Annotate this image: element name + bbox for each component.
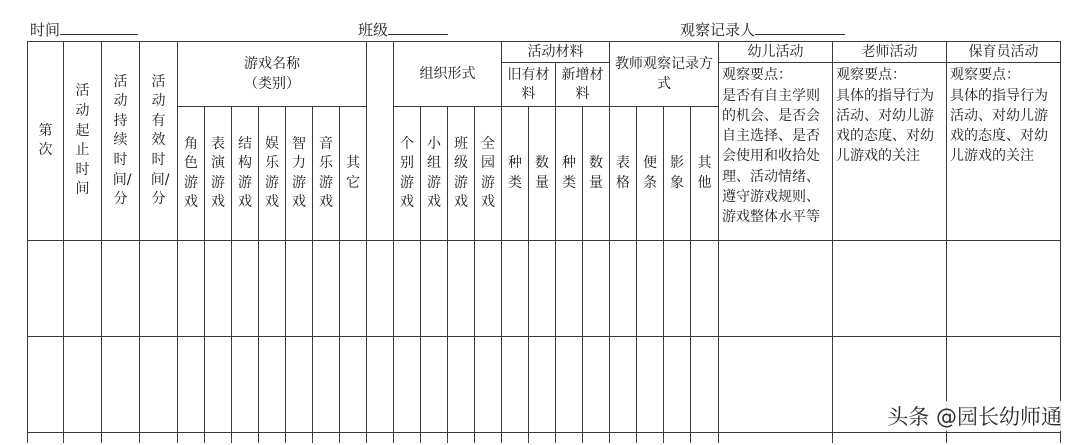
table-cell[interactable] [367,241,394,337]
table-cell[interactable] [610,241,637,337]
new-material-kind [556,107,583,241]
table-cell[interactable] [313,241,340,337]
table-cell[interactable] [448,337,475,433]
game-name-header [178,42,367,107]
table-cell[interactable] [475,337,502,433]
child-activity-points [719,63,833,241]
game-type-role [178,107,205,241]
table-cell[interactable] [664,337,691,433]
table-cell[interactable] [178,433,205,444]
table-cell[interactable] [583,433,610,444]
class-field [358,19,448,40]
observer-label: 观察记录人 [680,21,756,39]
table-row [28,241,1061,337]
class-blank[interactable] [388,20,448,35]
table-cell[interactable] [140,433,178,444]
material-title: 活动材料 [527,44,584,60]
org-type-label: 班级游戏 [453,135,468,211]
table-cell[interactable] [259,337,286,433]
table-cell[interactable] [28,337,64,433]
child-activity-title: 幼儿活动 [747,44,804,60]
col-start-end-header [64,42,102,241]
org-type-individual [394,107,421,241]
caregiver-points-label: 观察要点： [950,67,1020,84]
table-cell[interactable] [691,241,719,337]
record-type-label: 其他 [697,155,712,191]
table-cell[interactable] [102,337,140,433]
game-type-label: 其它 [345,155,360,191]
class-label: 班级 [358,21,389,39]
caregiver-points-text: 具体的指导行为活动、对幼儿游戏的态度、对幼儿游戏的关注 [950,87,1048,165]
form-header [0,0,1080,40]
table-cell[interactable] [64,337,102,433]
game-type-label: 娱乐游戏 [264,135,279,211]
time-blank[interactable] [60,20,138,35]
observation-table [27,41,1061,443]
game-name-subtitle: （类别） [244,76,300,93]
table-cell[interactable] [205,433,232,444]
table-cell[interactable] [556,241,583,337]
game-type-performance [205,107,232,241]
table-cell[interactable] [947,433,1061,444]
material-qty-label: 数量 [588,155,603,191]
watermark: 头条 @园长幼师通 [883,401,1066,431]
spacer-col-header [367,42,394,241]
org-type-group [421,107,448,241]
table-cell[interactable] [28,241,64,337]
table-cell[interactable] [719,337,833,433]
material-qty-label: 数量 [534,155,549,191]
table-cell[interactable] [205,241,232,337]
game-type-music [313,107,340,241]
game-type-construction [232,107,259,241]
table-cell[interactable] [719,433,833,444]
table-cell[interactable] [178,241,205,337]
table-cell[interactable] [637,241,664,337]
table-cell[interactable] [394,337,421,433]
table-cell[interactable] [421,433,448,444]
record-type-label: 表格 [615,155,630,191]
table-cell[interactable] [448,241,475,337]
table-cell[interactable] [583,337,610,433]
old-material-label: 旧有材料 [507,66,550,102]
table-cell[interactable] [340,433,367,444]
table-cell[interactable] [664,433,691,444]
table-cell[interactable] [475,433,502,444]
table-cell[interactable] [610,337,637,433]
table-cell[interactable] [502,337,529,433]
table-cell[interactable] [610,433,637,444]
table-cell[interactable] [529,241,556,337]
table-cell[interactable] [719,241,833,337]
table-cell[interactable] [637,433,664,444]
table-cell[interactable] [833,433,947,444]
table-cell[interactable] [286,337,313,433]
game-type-label: 结构游戏 [237,135,252,211]
table-cell[interactable] [502,241,529,337]
record-type-table [610,107,637,241]
table-cell[interactable] [833,241,947,337]
old-material-qty [529,107,556,241]
table-cell[interactable] [637,337,664,433]
org-type-label: 小组游戏 [426,135,441,211]
game-type-label: 智力游戏 [291,135,306,211]
game-type-label: 表演游戏 [210,135,225,211]
table-cell[interactable] [28,433,64,444]
table-cell[interactable] [232,433,259,444]
game-type-other [340,107,367,241]
col-start-end-label: 活动起止时间 [75,83,90,198]
table-cell[interactable] [205,337,232,433]
record-type-other [691,107,719,241]
material-kind-label: 种类 [507,155,522,191]
table-cell[interactable] [394,241,421,337]
table-cell[interactable] [367,433,394,444]
col-count-label: 第次 [38,122,53,159]
table-cell[interactable] [64,241,102,337]
material-header [502,42,610,63]
game-type-label: 角色游戏 [183,135,198,211]
table-cell[interactable] [140,241,178,337]
record-type-label: 便条 [642,155,657,191]
old-material-header [502,63,556,107]
table-cell[interactable] [448,433,475,444]
col-duration-header [102,42,140,241]
teacher-points-label: 观察要点： [836,67,906,84]
col-duration-label: 活动持续时间/分 [112,73,132,208]
caregiver-activity-header [947,42,1061,63]
org-type-class [448,107,475,241]
table-cell[interactable] [367,337,394,433]
col-effective-label: 活动有效时间/分 [150,73,170,208]
table-cell[interactable] [421,241,448,337]
org-type-label: 全园游戏 [480,135,495,211]
time-label: 时间 [30,21,61,39]
record-method-header [610,42,719,107]
material-kind-label: 种类 [561,155,576,191]
table-cell[interactable] [340,241,367,337]
table-cell[interactable] [259,241,286,337]
org-type-whole-school [475,107,502,241]
teacher-points-text: 具体的指导行为活动、对幼儿游戏的态度、对幼儿游戏的关注 [836,87,934,165]
game-type-entertainment [259,107,286,241]
caregiver-activity-title: 保育员活动 [968,44,1039,60]
org-form-title: 组织形式 [419,66,476,82]
game-name-title: 游戏名称 [244,55,300,72]
table-cell[interactable] [583,241,610,337]
table-cell[interactable] [664,241,691,337]
child-points-text: 是否有自主学则的机会、是否会自主选择、是否会使用和收拾处理、活动情绪、遵守游戏规则、游戏整体水平等 [722,87,820,226]
teacher-activity-points [833,63,947,241]
table-cell[interactable] [502,433,529,444]
observer-blank[interactable] [755,20,845,35]
table-cell[interactable] [556,337,583,433]
child-activity-header [719,42,833,63]
table-cell[interactable] [947,241,1061,337]
col-effective-header [140,42,178,241]
table-row [28,433,1061,444]
observer-field [680,19,845,40]
table-cell[interactable] [421,337,448,433]
child-points-label: 观察要点： [722,67,792,84]
new-material-label: 新增材料 [561,66,604,102]
time-field [30,19,138,40]
table-cell[interactable] [691,337,719,433]
game-type-intellect [286,107,313,241]
old-material-kind [502,107,529,241]
record-type-video [664,107,691,241]
table-cell[interactable] [313,433,340,444]
teacher-activity-header [833,42,947,63]
col-count-header [28,42,64,241]
table-cell[interactable] [178,337,205,433]
org-type-label: 个别游戏 [399,135,414,211]
new-material-qty [583,107,610,241]
table-cell[interactable] [556,433,583,444]
caregiver-activity-points [947,63,1061,241]
record-method-title: 教师观察记录方式 [615,55,713,93]
table-cell[interactable] [286,241,313,337]
table-cell[interactable] [232,337,259,433]
table-cell[interactable] [691,433,719,444]
teacher-activity-title: 老师活动 [861,44,918,60]
table-cell[interactable] [64,433,102,444]
table-cell[interactable] [529,337,556,433]
table-cell[interactable] [102,241,140,337]
game-type-label: 音乐游戏 [318,135,333,211]
table-cell[interactable] [394,433,421,444]
table-cell[interactable] [140,337,178,433]
table-cell[interactable] [475,241,502,337]
table-cell[interactable] [313,337,340,433]
new-material-header [556,63,610,107]
table-cell[interactable] [232,241,259,337]
record-type-note [637,107,664,241]
table-cell[interactable] [529,433,556,444]
table-cell[interactable] [286,433,313,444]
org-form-header [394,42,502,107]
table-cell[interactable] [259,433,286,444]
table-cell[interactable] [102,433,140,444]
table-cell[interactable] [340,337,367,433]
record-type-label: 影象 [669,155,684,191]
